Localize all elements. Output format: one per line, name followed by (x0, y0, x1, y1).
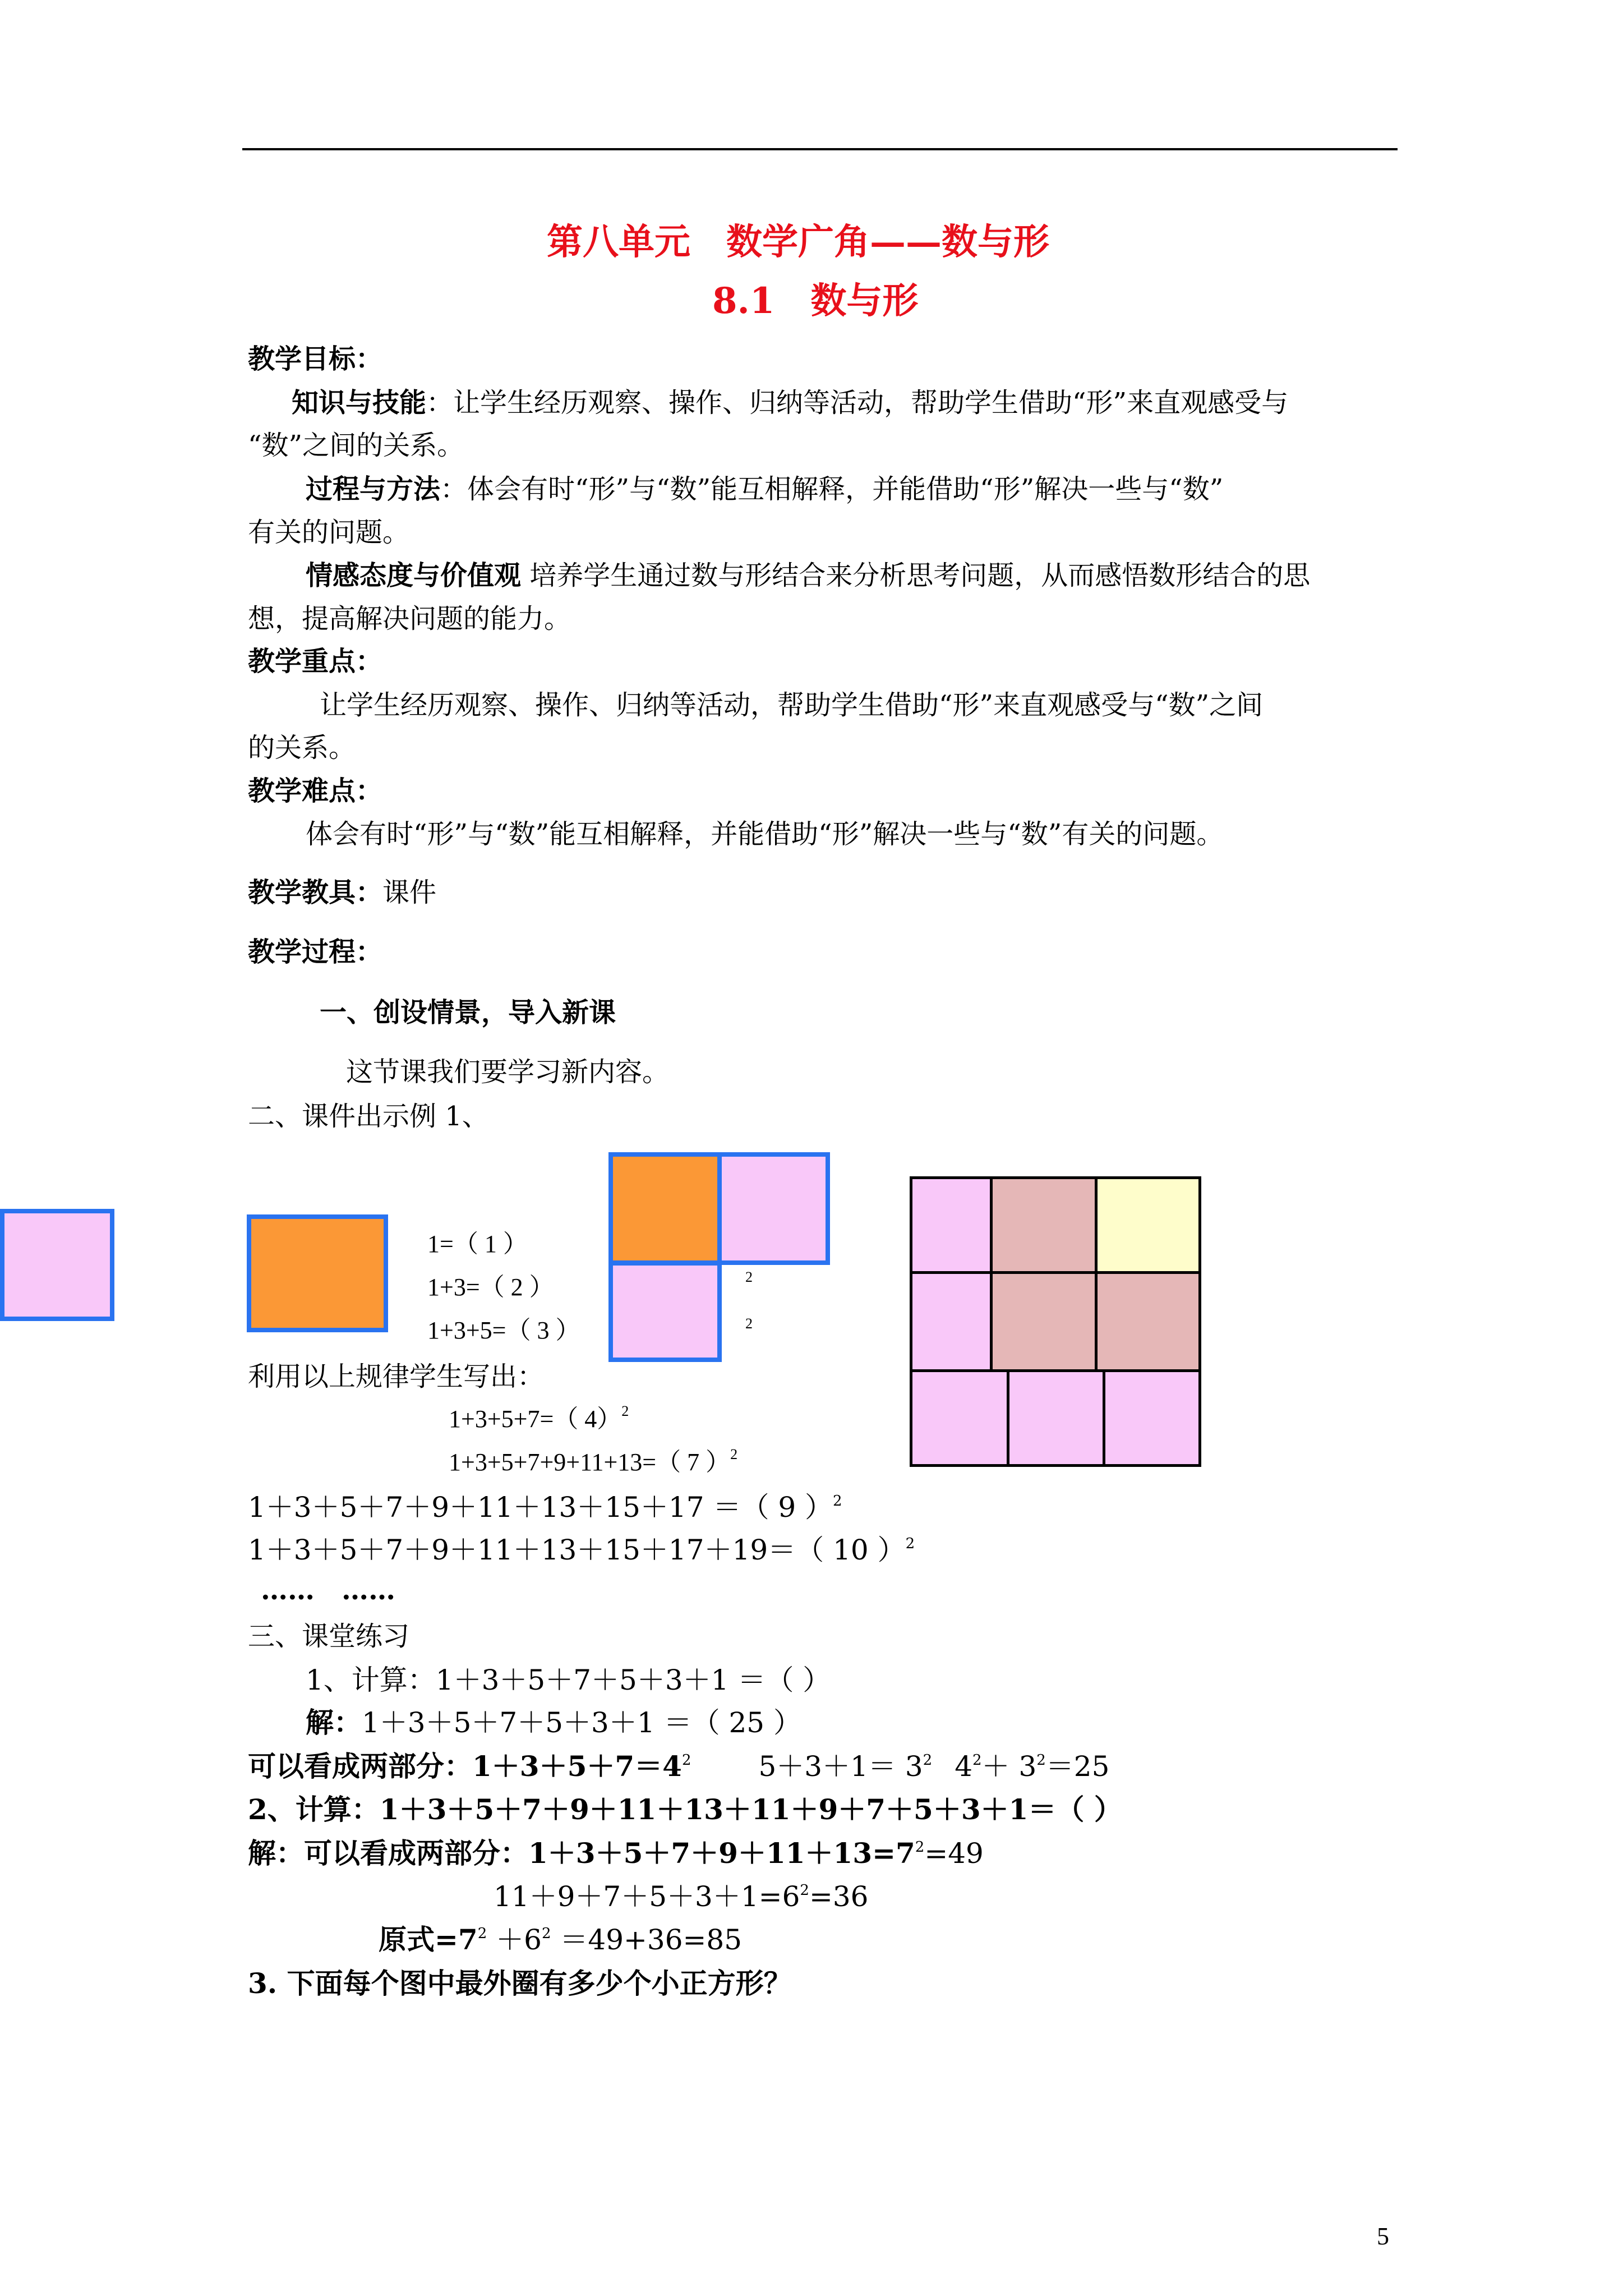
header-rule (242, 148, 1398, 150)
split-part-c: 4 (955, 1750, 972, 1783)
knowledge-text: ：让学生经历观察、操作、归纳等活动，帮助学生借助“形”来直观感受与 (426, 387, 1289, 418)
equation-6 (248, 1491, 842, 1524)
page-subtitle: 8.1 数与形 (712, 280, 919, 322)
process-label: 过程与方法 (306, 473, 441, 505)
answer-2-line-3 (379, 1923, 743, 1956)
square-mark: 2 (541, 1925, 551, 1942)
grid-cell (990, 1271, 1098, 1372)
l-shape-pink-square-bottom (608, 1261, 722, 1362)
answer-1-split (248, 1750, 1110, 1783)
square-mark: 2 (1036, 1752, 1046, 1769)
key-points-text-cont: 的关系。 (248, 732, 356, 763)
plus-term: ＋6 (487, 1924, 542, 1956)
equation-7-text: 1＋3＋5＋7＋9＋11＋13＋15＋17＋19＝（ 10 ） (248, 1534, 906, 1566)
page-number: 5 (1377, 2223, 1389, 2250)
answer-2-result: =49 (924, 1837, 984, 1870)
answer-1 (306, 1706, 801, 1739)
square-mark: 2 (800, 1882, 809, 1899)
practice-heading: 三、课堂练习 (248, 1621, 410, 1652)
grid-cell (990, 1176, 1098, 1274)
grid-cell (910, 1271, 993, 1372)
page-title: 第八单元 数学广角——数与形 (547, 221, 1049, 263)
section-1-text: 这节课我们要学习新内容。 (346, 1056, 670, 1088)
equation-5-text: 1+3+5+7+9+11+13=（ 7 ） (449, 1448, 731, 1476)
process-heading: 教学过程： (248, 936, 383, 968)
split-part-a: 可以看成两部分：1＋3＋5＋7＝4 (248, 1750, 682, 1783)
answer-1-text: 1＋3＋5＋7＋5＋3＋1 ＝（ 25 ） (362, 1706, 801, 1739)
equation-3: 1+3+5=（ 3 ） (427, 1317, 580, 1344)
square-mark: 2 (477, 1925, 487, 1942)
equation-2: 1+3=（ 2 ） (427, 1273, 554, 1301)
square-mark: 2 (923, 1752, 933, 1769)
l-shape-pink-square-right (717, 1152, 830, 1265)
emotion-label: 情感态度与价值观 (306, 560, 522, 591)
answer-2-line-2 (494, 1880, 869, 1913)
square-mark: 2 (745, 1315, 753, 1332)
answer-2-text: 解：可以看成两部分：1＋3＋5＋7＋9＋11＋13=7 (248, 1837, 915, 1870)
equation-4 (449, 1403, 629, 1433)
emotion-text-cont: 想，提高解决问题的能力。 (248, 603, 571, 634)
equation-5 (449, 1446, 738, 1476)
grid-cell (910, 1369, 1009, 1467)
equation-4-text: 1+3+5+7=（ 4） (449, 1405, 622, 1433)
orange-square (247, 1214, 388, 1332)
answer-2-part2: 11＋9＋7＋5＋3＋1=6 (494, 1880, 800, 1913)
question-2: 2、计算：1＋3＋5＋7＋9＋11＋13＋11＋9＋7＋5＋3＋1＝（ ） (248, 1793, 1122, 1826)
question-1: 1、计算：1＋3＋5＋7＋5＋3＋1 ＝（ ） (306, 1664, 831, 1696)
square-mark: 2 (833, 1493, 842, 1510)
square-mark: 2 (745, 1269, 753, 1285)
difficulties-text: 体会有时“形”与“数”能互相解释，并能借助“形”解决一些与“数”有关的问题。 (306, 818, 1224, 850)
emotion-text: 培养学生通过数与形结合来分析思考问题，从而感悟数形结合的思 (521, 560, 1311, 591)
objective-knowledge (292, 389, 1288, 416)
grid-cell (910, 1176, 993, 1274)
answer-2-line-1 (248, 1837, 984, 1870)
l-shape-orange-square (608, 1152, 722, 1265)
objective-process (306, 473, 1224, 505)
grid-cell (1103, 1369, 1201, 1467)
tools-line (248, 879, 436, 906)
difficulties-heading: 教学难点： (248, 775, 383, 807)
square-mark: 2 (972, 1752, 982, 1769)
grid-cell (1095, 1176, 1201, 1274)
pink-square-left (0, 1209, 114, 1321)
equation-7 (248, 1536, 915, 1564)
process-text-cont: 有关的问题。 (248, 517, 410, 548)
tools-label: 教学教具： (248, 877, 383, 908)
objective-emotion (306, 562, 1310, 589)
answer-2-part2-result: =36 (809, 1880, 869, 1913)
question-3: 3. 下面每个图中最外圈有多少个小正方形？ (248, 1967, 792, 2000)
square-mark: 2 (730, 1446, 738, 1462)
ellipsis: …… …… (261, 1575, 396, 1606)
use-rule-text: 利用以上规律学生写出： (248, 1361, 545, 1392)
grid-cell (1007, 1369, 1105, 1467)
square-mark: 2 (621, 1403, 629, 1419)
equation-1: 1=（ 1 ） (427, 1230, 528, 1258)
split-part-b: 5＋3＋1＝ 3 (758, 1750, 923, 1783)
section-2-heading: 二、课件出示例 1、 (248, 1101, 489, 1132)
process-text: ：体会有时“形”与“数”能互相解释，并能借助“形”解决一些与“数” (440, 473, 1224, 505)
split-part-e: ＝25 (1045, 1750, 1110, 1783)
square-mark: 2 (681, 1752, 691, 1769)
split-part-d: ＋ 3 (981, 1750, 1037, 1783)
answer-1-label: 解： (306, 1706, 362, 1739)
square-mark: 2 (915, 1839, 925, 1856)
square-mark: 2 (905, 1535, 915, 1552)
section-1-heading: 一、创设情景，导入新课 (320, 997, 616, 1028)
objectives-heading: 教学目标： (248, 343, 383, 375)
final-result: ＝49+36=85 (551, 1924, 743, 1956)
original-expression: 原式=7 (379, 1923, 478, 1956)
knowledge-label: 知识与技能 (292, 387, 427, 418)
knowledge-text-cont: “数”之间的关系。 (248, 430, 464, 461)
key-points-heading: 教学重点： (248, 646, 383, 677)
tools-value: 课件 (382, 877, 437, 908)
key-points-text: 让学生经历观察、操作、归纳等活动，帮助学生借助“形”来直观感受与“数”之间 (320, 689, 1264, 721)
grid-cell (1095, 1271, 1201, 1372)
equation-6-text: 1＋3＋5＋7＋9＋11＋13＋15＋17 ＝（ 9 ） (248, 1491, 833, 1524)
